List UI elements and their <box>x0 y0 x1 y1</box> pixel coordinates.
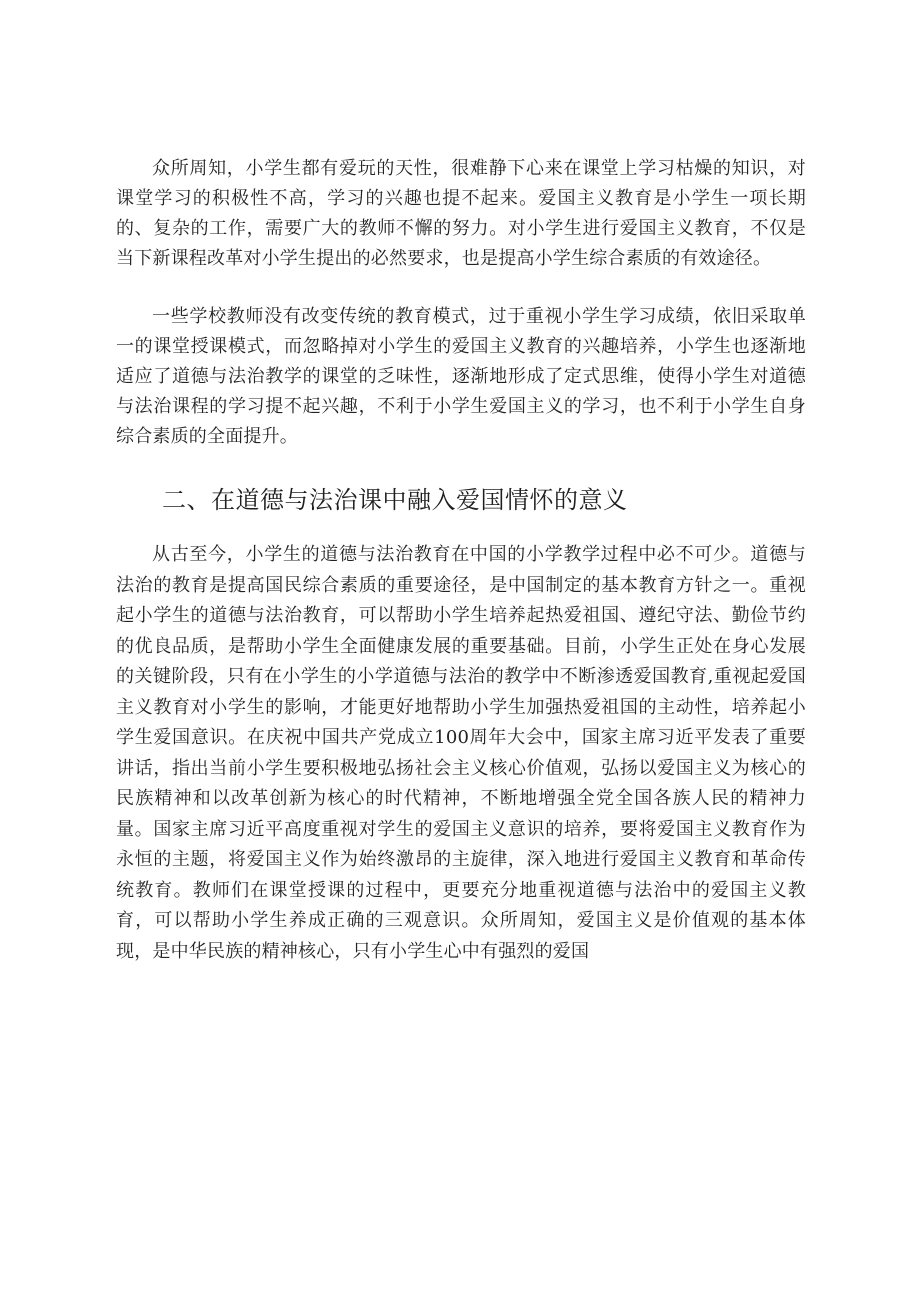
section-heading: 二、在道德与法治课中融入爱国情怀的意义 <box>162 486 628 514</box>
paragraph-2: 一些学校教师没有改变传统的教育模式，过于重视小学生学习成绩，依旧采取单一的课堂授课模式，而忽略掉对小学生的爱国主义教育的兴趣培养，小学生也逐渐地适应了道德与法治教学的课堂的乏味性，逐渐地形成了定式思维，使得小学生对道德与法治课程的学习提不起兴趣，不利于小学生爱国主义的学习，也不利于小学生自身综合素质的全面提升。 <box>116 306 806 447</box>
paragraph-3: 从古至今，小学生的道德与法治教育在中国的小学教学过程中必不可少。道德与法治的教育是提高国民综合素质的重要途径，是中国制定的基本教育方针之一。重视起小学生的道德与法治教育，可以帮助小学生培养起热爱祖国、遵纪守法、勤俭节约的优良品质，是帮助小学生全面健康发展的重要基础。目前，小学生正处在身心发展的关键阶段，只有在小学生的小学道德与法治的教学中不断渗透爱国教育,重视起爱国主义教育对小学生的影响，才能更好地帮助小学生加强热爱祖国的主动性，培养起小学生爱国意识。在庆祝中国共产党成立100周年大会中，国家主席习近平发表了重要讲话，指出当前小学生要积极地弘扬社会主义核心价值观，弘扬以爱国主义为核心的民族精神和以改革创新为核心的时代精神，不断地增强全党全国各族人民的精神力量。国家主席习近平高度重视对学生的爱国主义意识的培养，要将爱国主义教育作为永恒的主题，将爱国主义作为始终激昂的主旋律，深入地进行爱国主义教育和革命传统教育。教师们在课堂授课的过程中，更要充分地重视道德与法治中的爱国主义教育，可以帮助小学生养成正确的三观意识。众所周知，爱国主义是价值观的基本体现，是中华民族的精神核心，只有小学生心中有强烈的爱国 <box>116 544 806 962</box>
paragraph-1: 众所周知，小学生都有爱玩的天性，很难静下心来在课堂上学习枯燥的知识，对课堂学习的积极性不高，学习的兴趣也提不起来。爱国主义教育是小学生一项长期的、复杂的工作，需要广大的教师不懈的努力。对小学生进行爱国主义教育，不仅是当下新课程改革对小学生提出的必然要求，也是提高小学生综合素质的有效途径。 <box>116 158 806 269</box>
document-body <box>116 154 806 967</box>
